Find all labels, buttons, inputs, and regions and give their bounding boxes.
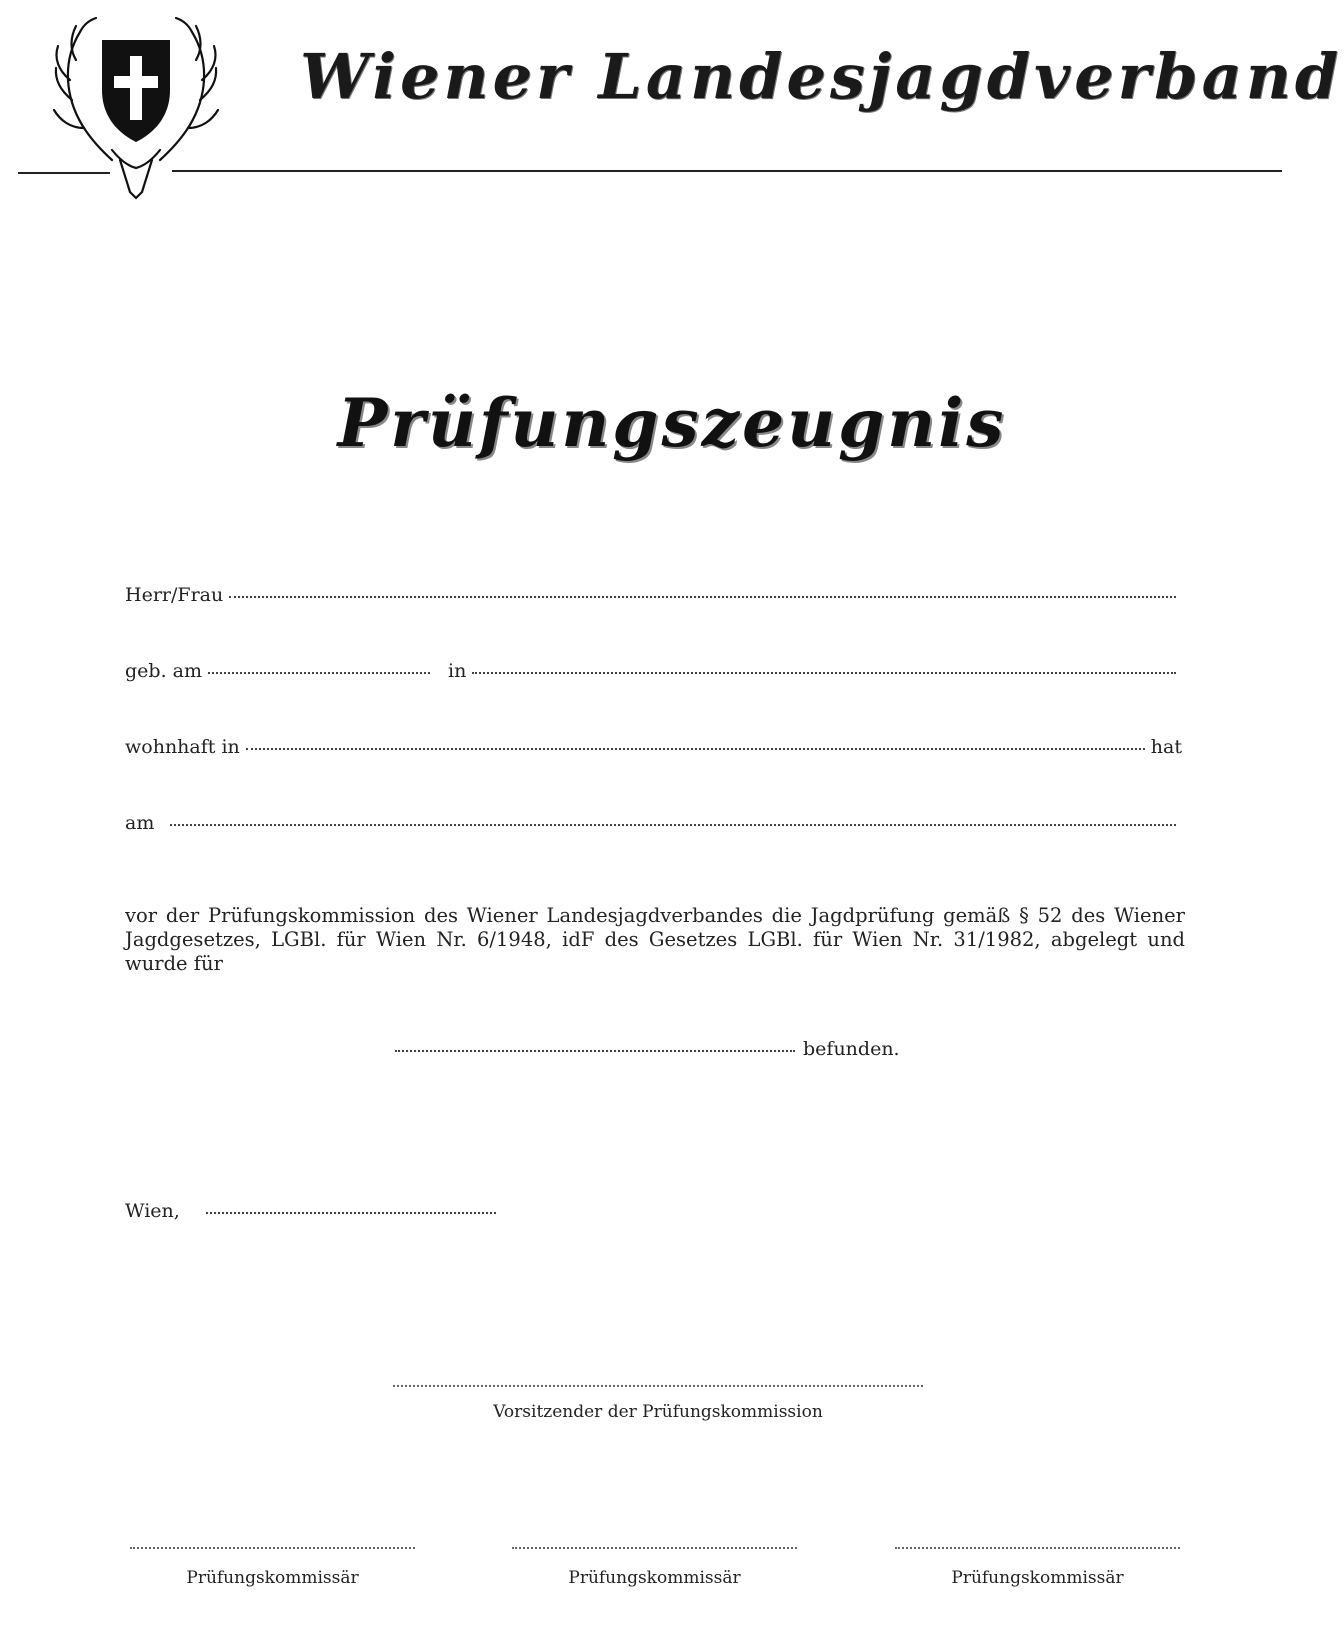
name-input-line[interactable] (229, 595, 1176, 598)
commissioner-signature-line-1[interactable] (130, 1546, 415, 1549)
commissioner-signature-label-2: Prüfungskommissär (568, 1568, 741, 1588)
residence-label: wohnhaft in (125, 736, 240, 758)
chair-signature-label: Vorsitzender der Prüfungskommission (493, 1402, 823, 1422)
exam-date-input-line[interactable] (170, 823, 1176, 826)
result-suffix: befunden. (803, 1038, 900, 1060)
exam-date-field-row (125, 812, 1182, 834)
birth-field-row (125, 660, 1182, 682)
organization-name: Wiener Landesjagdverband (300, 40, 1343, 113)
residence-field-row (125, 736, 1182, 758)
birthplace-input-line[interactable] (472, 671, 1176, 674)
birthplace-label: in (448, 660, 467, 682)
result-field-row (395, 1038, 900, 1060)
commissioner-signature-label-3: Prüfungskommissär (951, 1568, 1124, 1588)
residence-input-line[interactable] (246, 747, 1145, 750)
birth-date-label: geb. am (125, 660, 202, 682)
exam-date-label: am (125, 812, 155, 834)
header-divider-left (18, 172, 110, 174)
commissioner-signature-label-1: Prüfungskommissär (186, 1568, 359, 1588)
birth-date-input-line[interactable] (208, 671, 430, 674)
place-label: Wien, (125, 1200, 180, 1222)
commissioner-signature-line-2[interactable] (512, 1546, 797, 1549)
certificate-body-text: vor der Prüfungskommission des Wiener Landesjagdverbandes die Jagdprüfung gemäß § 52 des Wiener Jagdgesetzes, LGBl. für Wien Nr. 6/1948, idF des Gesetzes LGBl. für Wien Nr. 31/1982, abgelegt und wurde für (125, 904, 1185, 975)
issue-date-input-line[interactable] (206, 1211, 496, 1214)
chair-signature-line[interactable] (393, 1384, 923, 1387)
header-divider-right (172, 170, 1282, 172)
name-field-row (125, 584, 1182, 606)
commissioner-signature-line-3[interactable] (895, 1546, 1180, 1549)
place-date-row (125, 1200, 502, 1222)
residence-suffix: hat (1150, 736, 1182, 758)
name-label: Herr/Frau (125, 584, 224, 606)
certificate-title: Prüfungszeugnis (337, 384, 1007, 462)
result-input-line[interactable] (395, 1049, 795, 1052)
